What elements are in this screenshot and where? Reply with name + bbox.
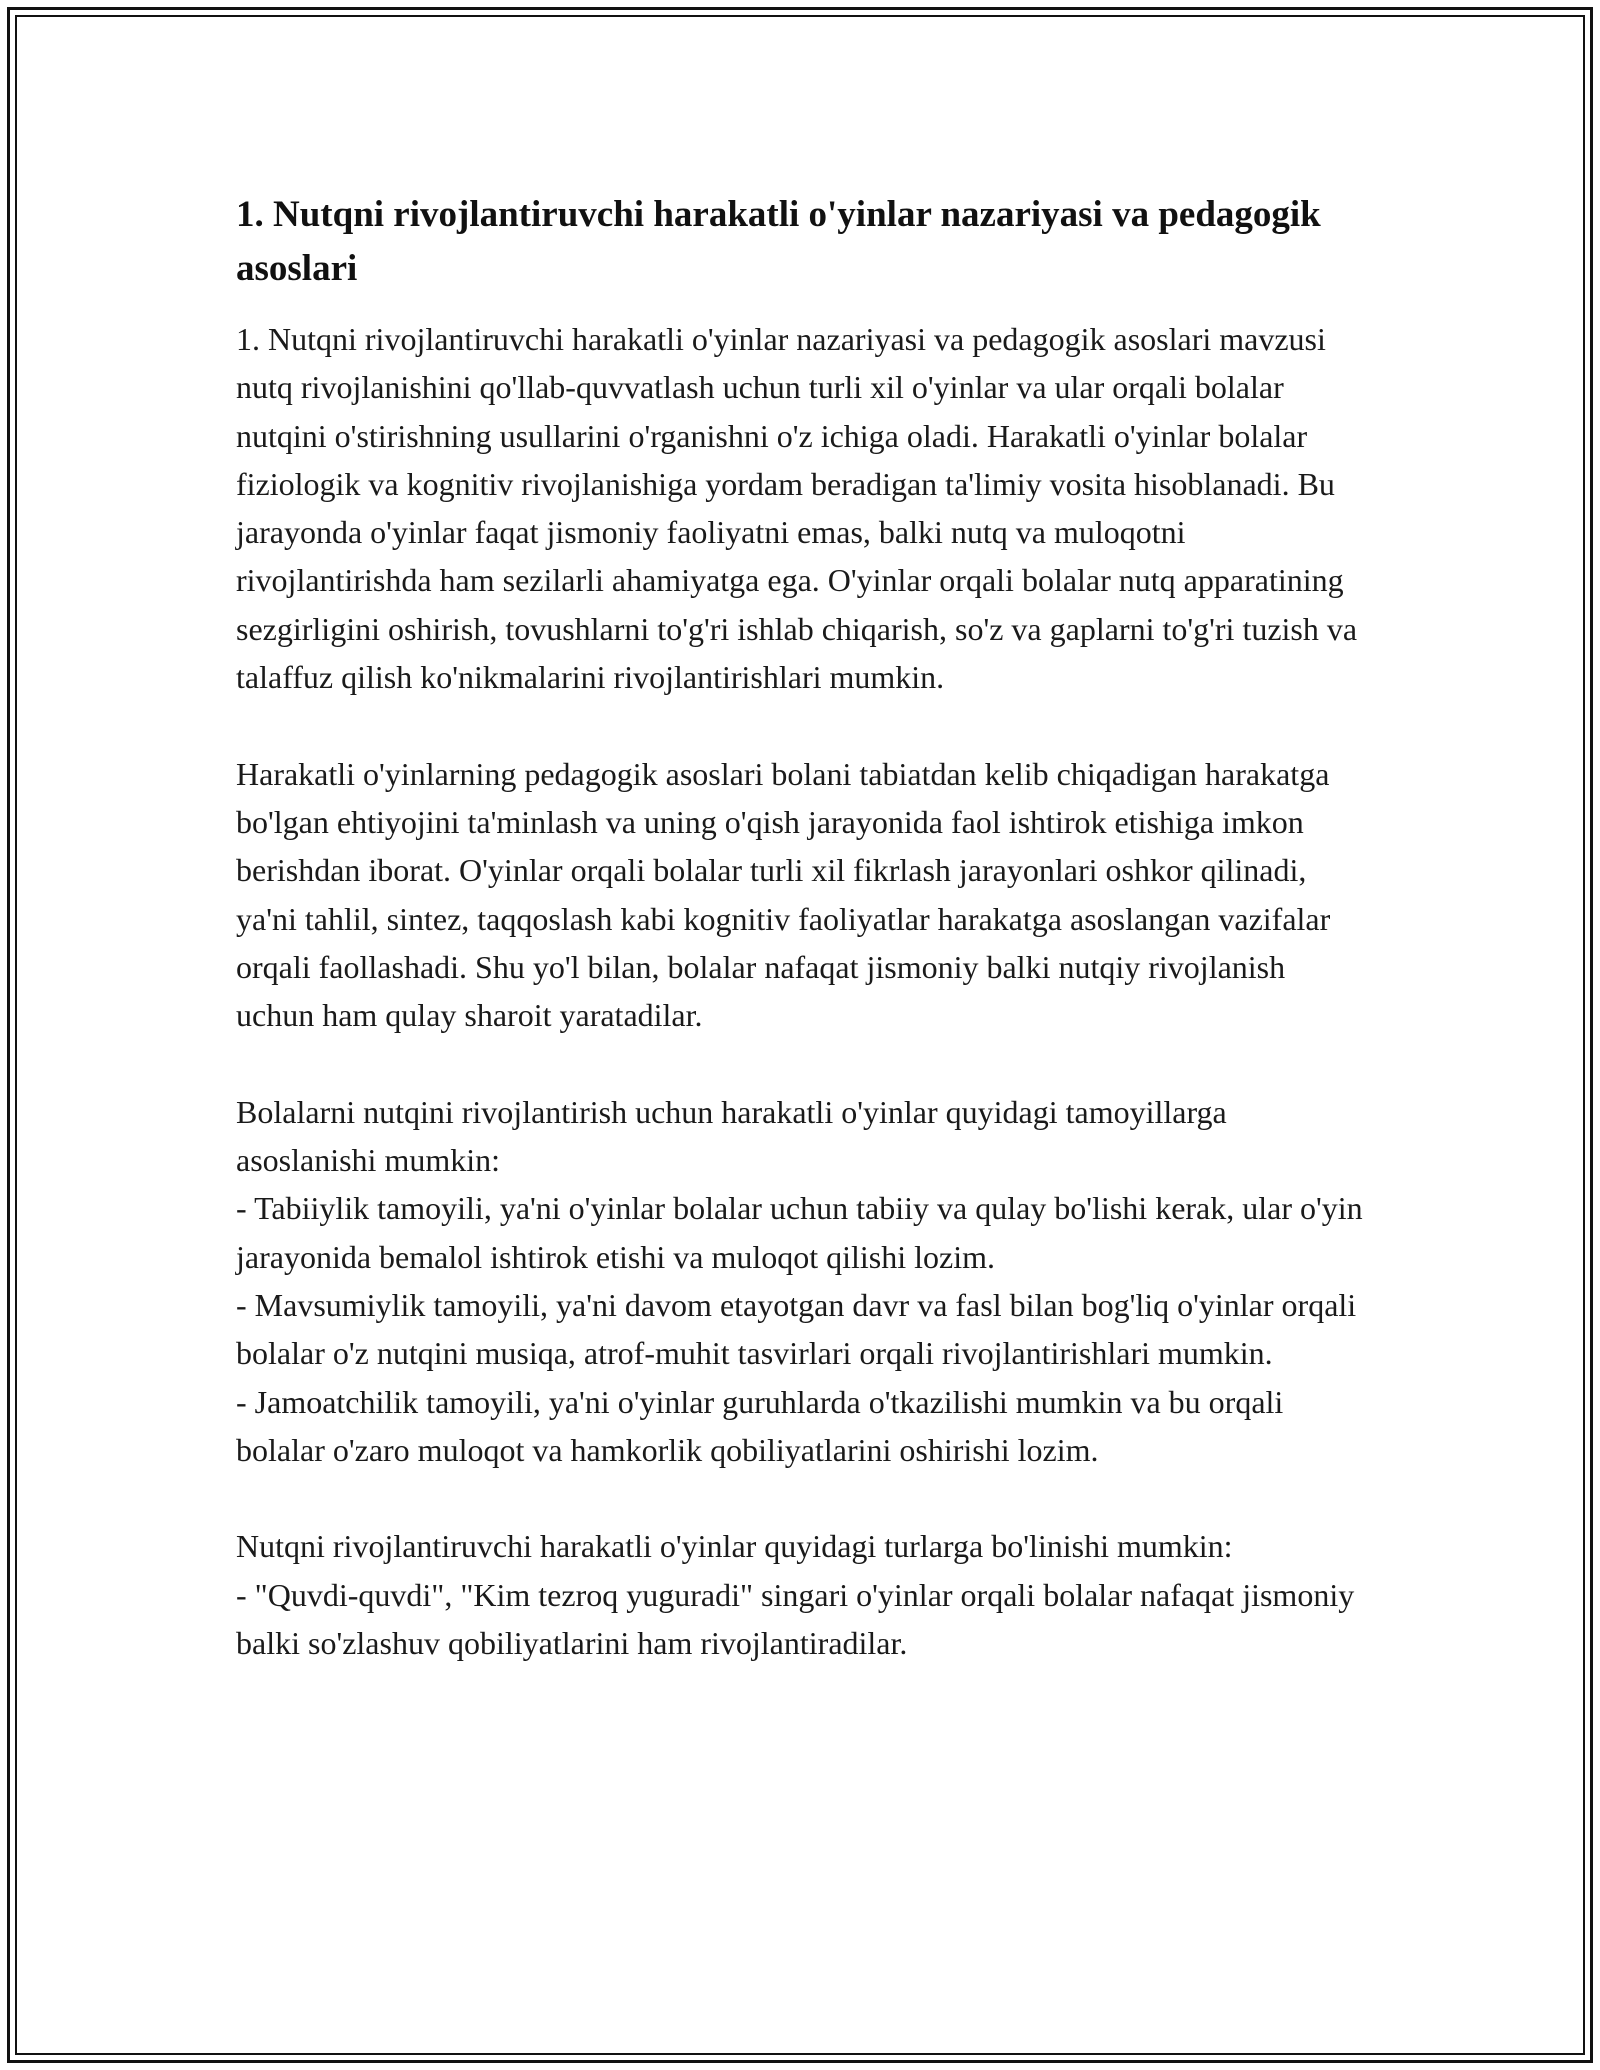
list-item-community-principle: - Jamoatchilik tamoyili, ya'ni o'yinlar guruhlarda o'tkazilishi mumkin va bu orqali bolalar o'zaro muloqot va hamkorlik qobiliyatlarini oshirishi lozim. [236,1383,1284,1468]
section-heading: 1. Nutqni rivojlantiruvchi harakatli o'yinlar nazariyasi va pedagogik asoslari [236,194,1321,289]
paragraph-game-types [236,1522,1371,1667]
paragraph-pedagogical-basis: Harakatli o'yinlarning pedagogik asoslari bolani tabiatdan kelib chiqadigan harakatga bo'lgan ehtiyojini ta'minlash va uning o'qish jarayonida faol ishtirok etishiga imkon berishdan iborat. O'yinlar orqali bolalar turli xil fikrlash jarayonlari oshkor qilinadi, ya'ni tahlil, sintez, taqqoslash kabi kognitiv faoliyatlar harakatga asoslangan vazifalar orqali faollashadi. Shu yo'l bilan, bolalar nafaqat jismoniy balki nutqiy rivojlanish uchun ham qulay sharoit yaratadilar. [236,755,1331,1034]
paragraph-principles [236,1088,1371,1474]
list-item-naturalness-principle: - Tabiiylik tamoyili, ya'ni o'yinlar bolalar uchun tabiiy va qulay bo'lishi kerak, ular o'yin jarayonida bemalol ishtirok etishi va muloqot qilishi lozim. [236,1190,1363,1275]
list-item-game-examples: - "Quvdi-quvdi", "Kim tezroq yuguradi" singari o'yinlar orqali bolalar nafaqat jismoniy balki so'zlashuv qobiliyatlarini ham rivojlantiradilar. [236,1576,1355,1662]
principles-intro-line: Bolalarni nutqini rivojlantirish uchun harakatli o'yinlar quyidagi tamoyillarga asoslanishi mumkin: [236,1093,1227,1179]
paragraph-introduction: 1. Nutqni rivojlantiruvchi harakatli o'yinlar nazariyasi va pedagogik asoslari mavzusi nutq rivojlanishini qo'llab-quvvatlash uchun turli xil o'yinlar va ular orqali bolalar nutqini o'stirishning usullarini o'rganishni o'z ichiga oladi. Harakatli o'yinlar bolalar fiziologik va kognitiv rivojlanishiga yordam beradigan ta'limiy vosita hisoblanadi. Bu jarayonda o'yinlar faqat jismoniy faoliyatni emas, balki nutq va muloqotni rivojlantirishda ham sezilarli ahamiyatga ega. O'yinlar orqali bolalar nutq apparatining sezgirligini oshirish, tovushlarni to'g'ri ishlab chiqarish, so'z va gaplarni to'g'ri tuzish va talaffuz qilish ko'nikmalarini rivojlantirishlari mumkin. [236,321,1358,696]
document-body [236,188,1371,1667]
list-item-seasonality-principle: - Mavsumiylik tamoyili, ya'ni davom etayotgan davr va fasl bilan bog'liq o'yinlar orqali bolalar o'z nutqini musiqa, atrof-muhit tasvirlari orqali rivojlantirishlari mumkin. [236,1286,1357,1372]
game-types-intro-line: Nutqni rivojlantiruvchi harakatli o'yinlar quyidagi turlarga bo'linishi mumkin: [236,1528,1233,1565]
